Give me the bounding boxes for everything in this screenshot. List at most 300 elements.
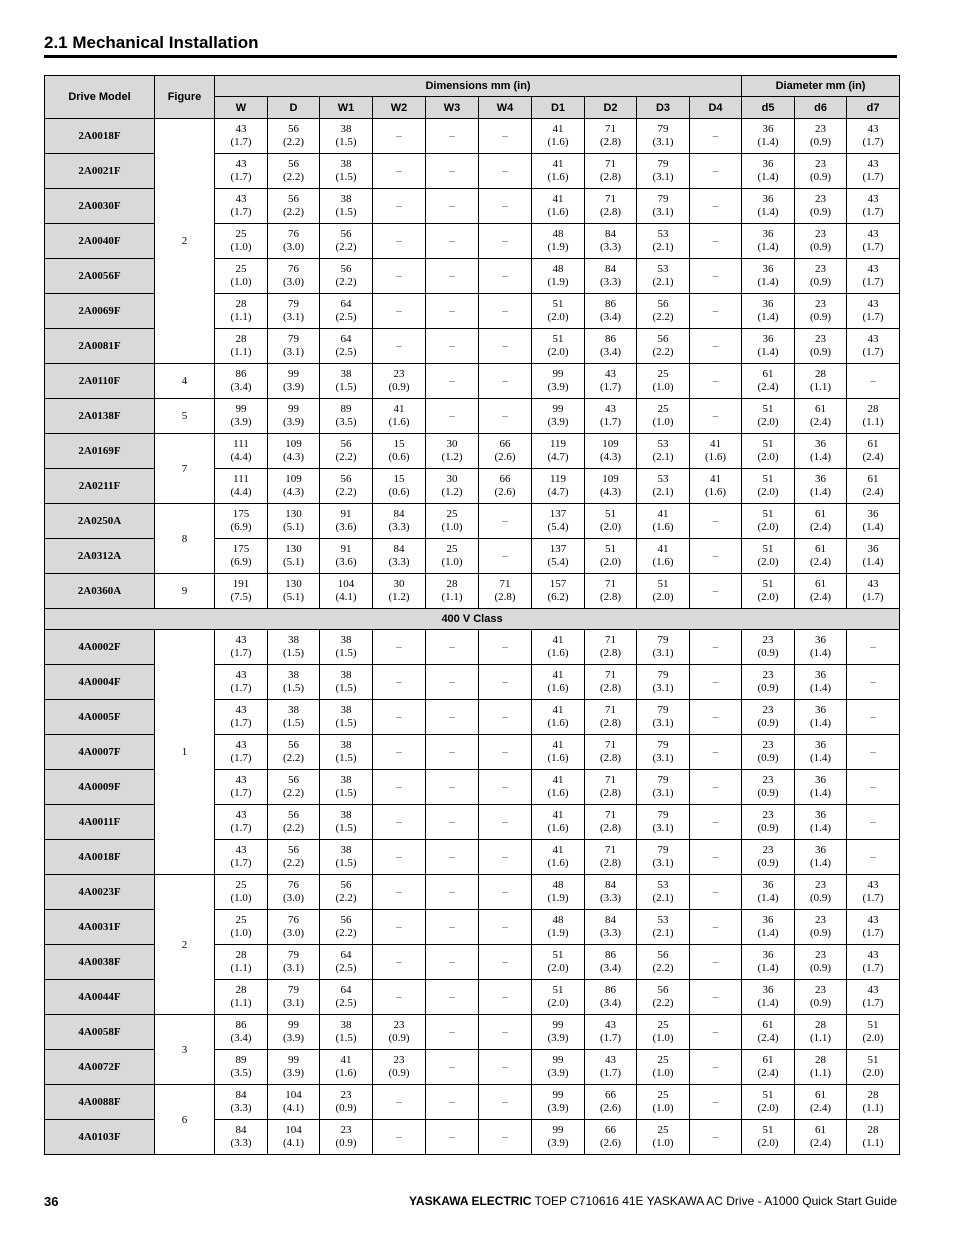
empty-value-cell: – xyxy=(426,224,479,259)
value-in: (6.9) xyxy=(230,556,252,568)
dimension-value-cell xyxy=(637,665,690,700)
value-in: (3.6) xyxy=(335,521,357,533)
header-diameter: Diameter mm (in) xyxy=(742,76,900,97)
drive-model-cell: 2A0021F xyxy=(45,154,155,189)
section-title: 2.1 Mechanical Installation xyxy=(44,33,259,52)
table-row xyxy=(45,630,900,665)
empty-value-cell: – xyxy=(426,945,479,980)
dimension-value-cell xyxy=(585,665,637,700)
empty-value-cell: – xyxy=(426,329,479,364)
value-mm: 53 xyxy=(657,263,669,275)
empty-value-cell: – xyxy=(373,1085,426,1120)
value-mm: 175 xyxy=(232,543,250,555)
value-in: (1.7) xyxy=(862,311,884,323)
value-in: (3.9) xyxy=(547,1102,569,1114)
value-mm: 56 xyxy=(340,228,352,240)
dimension-value-cell xyxy=(268,364,320,399)
value-mm: 41 xyxy=(393,403,405,415)
value-in: (3.9) xyxy=(547,1067,569,1079)
dimension-value-cell xyxy=(215,154,268,189)
value-mm: 51 xyxy=(762,578,774,590)
value-in: (3.5) xyxy=(230,1067,252,1079)
value-in: (2.1) xyxy=(652,241,674,253)
dimension-value-cell xyxy=(479,469,532,504)
value-in: (3.4) xyxy=(230,381,252,393)
dimension-value-cell xyxy=(847,189,900,224)
value-mm: 43 xyxy=(235,193,247,205)
value-in: (1.4) xyxy=(757,171,779,183)
dimension-value-cell xyxy=(585,504,637,539)
value-in: (1.7) xyxy=(862,346,884,358)
value-in: (2.8) xyxy=(599,752,622,764)
value-mm: 36 xyxy=(762,228,774,240)
dimension-value-cell xyxy=(585,294,637,329)
value-in: (1.4) xyxy=(757,136,779,148)
dimension-value-cell xyxy=(742,574,795,609)
empty-value-cell: – xyxy=(373,945,426,980)
table-row xyxy=(45,504,900,539)
dimension-value-cell xyxy=(742,329,795,364)
dimension-value-cell xyxy=(320,259,373,294)
value-in: (3.1) xyxy=(652,647,674,659)
value-mm: 61 xyxy=(762,1054,774,1066)
value-in: (3.3) xyxy=(599,276,622,288)
value-in: (3.9) xyxy=(547,1032,569,1044)
value-in: (2.5) xyxy=(335,346,357,358)
value-mm: 51 xyxy=(657,578,669,590)
drive-model-cell: 4A0004F xyxy=(45,665,155,700)
dimension-value-cell xyxy=(742,294,795,329)
dimension-value-cell xyxy=(215,840,268,875)
value-in: (0.9) xyxy=(809,962,832,974)
dimension-value-cell xyxy=(585,224,637,259)
empty-value-cell: – xyxy=(690,665,742,700)
value-mm: 25 xyxy=(657,1054,669,1066)
drive-model-cell: 2A0138F xyxy=(45,399,155,434)
value-mm: 43 xyxy=(867,158,879,170)
empty-value-cell: – xyxy=(426,399,479,434)
value-in: (1.7) xyxy=(862,927,884,939)
value-mm: 23 xyxy=(762,844,774,856)
dimension-value-cell xyxy=(637,294,690,329)
dimension-value-cell xyxy=(268,700,320,735)
dimension-value-cell xyxy=(532,259,585,294)
value-mm: 61 xyxy=(762,1019,774,1031)
dimension-value-cell xyxy=(742,504,795,539)
dimension-value-cell xyxy=(637,399,690,434)
dimension-value-cell xyxy=(479,434,532,469)
dimension-value-cell xyxy=(585,945,637,980)
dimension-value-cell xyxy=(532,1015,585,1050)
empty-value-cell: – xyxy=(690,189,742,224)
empty-value-cell: – xyxy=(373,805,426,840)
drive-model-cell: 2A0360A xyxy=(45,574,155,609)
value-mm: 28 xyxy=(815,368,827,380)
value-in: (2.0) xyxy=(547,311,569,323)
value-in: (3.5) xyxy=(335,416,357,428)
value-in: (1.6) xyxy=(547,787,569,799)
value-in: (1.6) xyxy=(547,136,569,148)
value-mm: 48 xyxy=(552,914,564,926)
empty-value-cell: – xyxy=(847,364,900,399)
value-in: (1.7) xyxy=(230,717,252,729)
value-mm: 66 xyxy=(499,438,511,450)
value-in: (0.9) xyxy=(809,346,832,358)
value-in: (1.7) xyxy=(599,1032,622,1044)
drive-model-cell: 4A0023F xyxy=(45,875,155,910)
value-in: (0.9) xyxy=(809,136,832,148)
dimension-value-cell xyxy=(268,119,320,154)
dimension-value-cell xyxy=(268,665,320,700)
dimension-value-cell xyxy=(637,329,690,364)
dimension-value-cell xyxy=(268,1120,320,1155)
dimension-value-cell xyxy=(637,154,690,189)
value-mm: 41 xyxy=(552,844,564,856)
empty-value-cell: – xyxy=(373,770,426,805)
empty-value-cell: – xyxy=(373,189,426,224)
value-in: (2.8) xyxy=(599,136,622,148)
dimension-value-cell xyxy=(532,434,585,469)
value-mm: 79 xyxy=(657,123,669,135)
value-in: (2.4) xyxy=(809,416,832,428)
value-mm: 38 xyxy=(288,669,299,681)
table-row xyxy=(45,875,900,910)
value-mm: 51 xyxy=(605,543,616,555)
value-mm: 25 xyxy=(657,1124,669,1136)
empty-value-cell: – xyxy=(373,665,426,700)
dimension-value-cell xyxy=(585,189,637,224)
drive-model-cell: 4A0011F xyxy=(45,805,155,840)
value-mm: 66 xyxy=(605,1089,616,1101)
empty-value-cell: – xyxy=(373,294,426,329)
value-mm: 86 xyxy=(605,298,616,310)
value-mm: 48 xyxy=(552,263,564,275)
value-mm: 56 xyxy=(340,438,352,450)
value-mm: 51 xyxy=(552,984,564,996)
value-mm: 76 xyxy=(288,879,299,891)
dimension-value-cell xyxy=(320,574,373,609)
value-mm: 41 xyxy=(552,123,564,135)
value-in: (2.2) xyxy=(335,927,357,939)
value-in: (1.4) xyxy=(757,997,779,1009)
value-mm: 51 xyxy=(605,508,616,520)
value-in: (3.1) xyxy=(652,136,674,148)
value-in: (2.4) xyxy=(757,1067,779,1079)
dimension-value-cell xyxy=(795,805,847,840)
drive-model-cell: 2A0056F xyxy=(45,259,155,294)
value-mm: 25 xyxy=(235,879,247,891)
dimension-value-cell xyxy=(268,539,320,574)
value-in: (4.1) xyxy=(282,1102,305,1114)
dimension-value-cell xyxy=(637,119,690,154)
empty-value-cell: – xyxy=(426,910,479,945)
dimension-value-cell xyxy=(532,665,585,700)
dimension-value-cell xyxy=(795,119,847,154)
value-in: (1.0) xyxy=(230,241,252,253)
drive-model-cell: 4A0002F xyxy=(45,630,155,665)
value-in: (3.0) xyxy=(282,276,305,288)
dimension-value-cell xyxy=(215,980,268,1015)
dimension-value-cell xyxy=(532,364,585,399)
dimension-value-cell xyxy=(373,399,426,434)
dimension-value-cell xyxy=(268,189,320,224)
value-in: (2.2) xyxy=(335,241,357,253)
dimension-value-cell xyxy=(847,399,900,434)
value-mm: 23 xyxy=(393,1019,405,1031)
drive-model-cell: 4A0007F xyxy=(45,735,155,770)
value-mm: 23 xyxy=(815,914,827,926)
empty-value-cell: – xyxy=(426,259,479,294)
value-mm: 157 xyxy=(549,578,567,590)
table-row xyxy=(45,1015,900,1050)
value-in: (1.0) xyxy=(652,416,674,428)
empty-value-cell: – xyxy=(479,700,532,735)
value-mm: 23 xyxy=(815,123,827,135)
value-mm: 61 xyxy=(815,508,827,520)
empty-value-cell: – xyxy=(426,119,479,154)
value-mm: 41 xyxy=(710,473,722,485)
value-mm: 71 xyxy=(605,158,616,170)
dimension-value-cell xyxy=(215,805,268,840)
value-in: (2.8) xyxy=(494,591,516,603)
value-mm: 61 xyxy=(815,543,827,555)
dimension-value-cell xyxy=(795,700,847,735)
value-in: (2.8) xyxy=(599,591,622,603)
dimension-value-cell xyxy=(268,434,320,469)
value-in: (1.9) xyxy=(547,241,569,253)
empty-value-cell: – xyxy=(373,875,426,910)
value-mm: 130 xyxy=(285,543,302,555)
value-mm: 25 xyxy=(657,368,669,380)
value-mm: 56 xyxy=(288,809,299,821)
value-in: (1.0) xyxy=(652,1032,674,1044)
dimension-value-cell xyxy=(320,770,373,805)
value-mm: 111 xyxy=(233,438,249,450)
dimension-value-cell xyxy=(637,875,690,910)
value-in: (1.4) xyxy=(809,647,832,659)
value-mm: 43 xyxy=(867,228,879,240)
dimension-value-cell xyxy=(742,630,795,665)
dimension-value-cell xyxy=(847,329,900,364)
dimension-value-cell xyxy=(690,434,742,469)
dimension-value-cell xyxy=(532,1120,585,1155)
dimension-value-cell xyxy=(532,910,585,945)
header-col-w1: W1 xyxy=(320,97,373,119)
drive-model-cell: 2A0030F xyxy=(45,189,155,224)
empty-value-cell: – xyxy=(426,665,479,700)
value-mm: 53 xyxy=(657,228,669,240)
value-mm: 64 xyxy=(340,298,352,310)
dimension-value-cell xyxy=(847,259,900,294)
dimension-value-cell xyxy=(215,770,268,805)
value-in: (2.2) xyxy=(652,962,674,974)
dimension-value-cell xyxy=(373,504,426,539)
dimension-value-cell xyxy=(795,630,847,665)
value-mm: 99 xyxy=(288,368,299,380)
empty-value-cell: – xyxy=(373,840,426,875)
dimension-value-cell xyxy=(795,259,847,294)
value-mm: 99 xyxy=(552,1019,564,1031)
value-mm: 25 xyxy=(657,1089,669,1101)
value-mm: 23 xyxy=(762,669,774,681)
header-col-w4: W4 xyxy=(479,97,532,119)
dimension-value-cell xyxy=(320,329,373,364)
dimension-value-cell xyxy=(532,469,585,504)
value-in: (2.4) xyxy=(809,591,832,603)
drive-model-cell: 4A0005F xyxy=(45,700,155,735)
figure-cell: 5 xyxy=(155,399,215,434)
dimension-value-cell xyxy=(637,1015,690,1050)
value-in: (1.7) xyxy=(862,892,884,904)
dimension-value-cell xyxy=(742,875,795,910)
value-in: (4.7) xyxy=(547,486,569,498)
empty-value-cell: – xyxy=(479,1050,532,1085)
value-mm: 99 xyxy=(288,403,299,415)
value-in: (1.7) xyxy=(862,136,884,148)
dimension-value-cell xyxy=(320,224,373,259)
dimension-value-cell xyxy=(637,945,690,980)
value-mm: 15 xyxy=(393,438,405,450)
value-in: (1.2) xyxy=(388,591,410,603)
value-mm: 38 xyxy=(340,193,352,205)
value-mm: 25 xyxy=(657,1019,669,1031)
empty-value-cell: – xyxy=(479,329,532,364)
value-mm: 23 xyxy=(815,333,827,345)
value-mm: 56 xyxy=(340,473,352,485)
dimension-value-cell xyxy=(742,224,795,259)
dimension-value-cell xyxy=(215,630,268,665)
dimension-value-cell xyxy=(532,875,585,910)
value-in: (1.5) xyxy=(335,1032,357,1044)
value-mm: 43 xyxy=(235,844,247,856)
value-in: (1.6) xyxy=(547,171,569,183)
value-mm: 23 xyxy=(815,984,827,996)
value-mm: 61 xyxy=(815,1089,827,1101)
dimension-value-cell xyxy=(795,910,847,945)
dimension-value-cell xyxy=(795,154,847,189)
value-in: (1.7) xyxy=(230,752,252,764)
dimension-value-cell xyxy=(532,1050,585,1085)
dimension-value-cell xyxy=(215,504,268,539)
value-in: (2.6) xyxy=(494,486,516,498)
value-mm: 43 xyxy=(605,368,616,380)
figure-cell: 9 xyxy=(155,574,215,609)
empty-value-cell: – xyxy=(373,980,426,1015)
dimension-value-cell xyxy=(215,945,268,980)
value-mm: 38 xyxy=(340,809,352,821)
dimension-value-cell xyxy=(742,805,795,840)
value-in: (6.9) xyxy=(230,521,252,533)
value-mm: 36 xyxy=(815,438,827,450)
value-in: (1.6) xyxy=(547,647,569,659)
value-in: (0.9) xyxy=(335,1137,357,1149)
value-mm: 89 xyxy=(235,1054,247,1066)
dimensions-table xyxy=(44,75,900,1155)
value-mm: 86 xyxy=(235,368,247,380)
value-in: (2.0) xyxy=(547,962,569,974)
value-mm: 51 xyxy=(762,403,774,415)
dimension-value-cell xyxy=(742,539,795,574)
value-mm: 53 xyxy=(657,438,669,450)
value-in: (1.7) xyxy=(230,171,252,183)
value-in: (3.9) xyxy=(547,381,569,393)
value-in: (1.6) xyxy=(652,521,674,533)
value-in: (2.8) xyxy=(599,857,622,869)
dimension-value-cell xyxy=(585,119,637,154)
value-in: (3.1) xyxy=(282,962,305,974)
value-mm: 51 xyxy=(762,1124,774,1136)
value-mm: 41 xyxy=(552,193,564,205)
dimension-value-cell xyxy=(320,840,373,875)
value-in: (1.1) xyxy=(862,416,884,428)
dimension-value-cell xyxy=(373,1015,426,1050)
value-in: (2.8) xyxy=(599,171,622,183)
dimension-value-cell xyxy=(637,980,690,1015)
dimension-value-cell xyxy=(320,1015,373,1050)
value-mm: 51 xyxy=(867,1054,879,1066)
empty-value-cell: – xyxy=(690,574,742,609)
value-in: (1.4) xyxy=(757,962,779,974)
dimension-value-cell xyxy=(320,294,373,329)
value-mm: 23 xyxy=(815,158,827,170)
value-mm: 130 xyxy=(285,508,302,520)
dimension-value-cell xyxy=(373,434,426,469)
value-in: (1.0) xyxy=(441,521,463,533)
value-mm: 43 xyxy=(867,263,879,275)
value-mm: 36 xyxy=(815,634,827,646)
empty-value-cell: – xyxy=(479,119,532,154)
value-mm: 38 xyxy=(340,368,352,380)
header-col-d4: D4 xyxy=(690,97,742,119)
value-in: (3.0) xyxy=(282,241,305,253)
value-mm: 38 xyxy=(340,739,352,751)
value-in: (1.5) xyxy=(335,787,357,799)
value-in: (3.4) xyxy=(599,997,622,1009)
drive-model-cell: 4A0088F xyxy=(45,1085,155,1120)
footer-doc-info xyxy=(409,1194,897,1208)
dimension-value-cell xyxy=(637,1050,690,1085)
header-col-d: D xyxy=(268,97,320,119)
dimension-value-cell xyxy=(585,469,637,504)
dimension-value-cell xyxy=(795,469,847,504)
dimension-value-cell xyxy=(373,469,426,504)
dimension-value-cell xyxy=(847,119,900,154)
dimension-value-cell xyxy=(532,294,585,329)
dimension-value-cell xyxy=(320,875,373,910)
value-in: (2.2) xyxy=(335,892,357,904)
dimension-value-cell xyxy=(215,539,268,574)
empty-value-cell: – xyxy=(479,980,532,1015)
dimension-value-cell xyxy=(320,469,373,504)
value-mm: 71 xyxy=(605,669,616,681)
dimension-value-cell xyxy=(847,294,900,329)
value-mm: 28 xyxy=(235,333,247,345)
drive-model-cell: 4A0072F xyxy=(45,1050,155,1085)
value-in: (3.1) xyxy=(652,682,674,694)
value-mm: 84 xyxy=(393,543,405,555)
value-mm: 51 xyxy=(552,949,564,961)
dimension-value-cell xyxy=(268,945,320,980)
value-mm: 51 xyxy=(552,333,564,345)
empty-value-cell: – xyxy=(426,189,479,224)
value-mm: 104 xyxy=(337,578,355,590)
dimension-value-cell xyxy=(585,1120,637,1155)
value-mm: 43 xyxy=(605,1054,616,1066)
empty-value-cell: – xyxy=(479,770,532,805)
value-mm: 36 xyxy=(762,298,774,310)
value-in: (1.0) xyxy=(652,1067,674,1079)
value-in: (2.0) xyxy=(757,486,779,498)
